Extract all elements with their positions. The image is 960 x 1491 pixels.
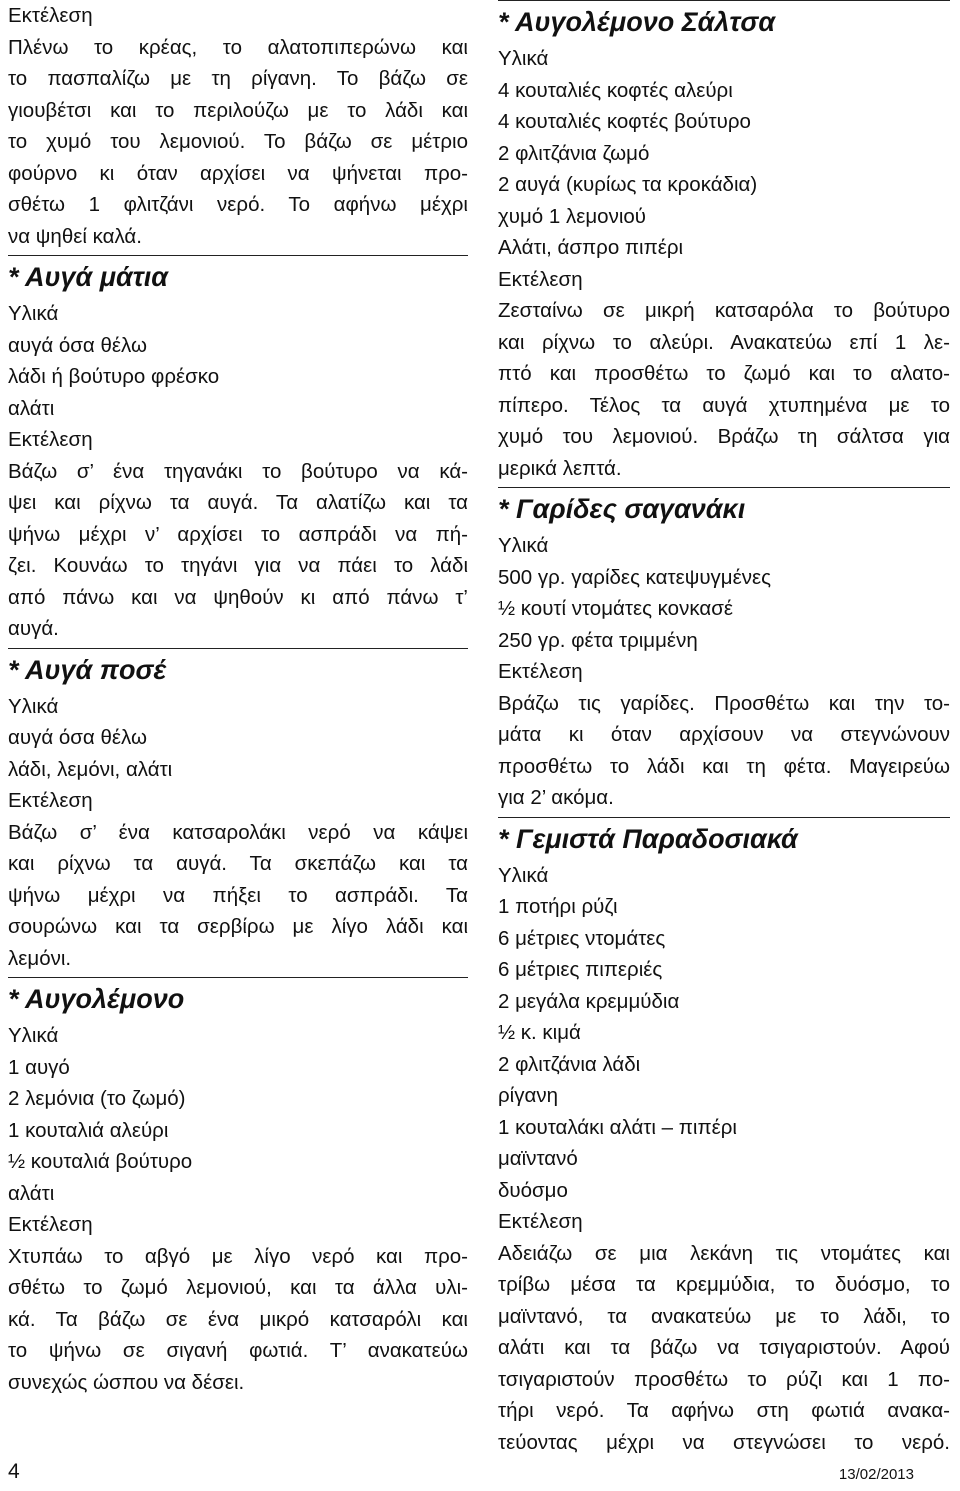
- recipe-avga-matia: [8, 256, 468, 645]
- recipe-title: * Αυγά ποσέ: [8, 654, 167, 685]
- text-line: αλάτι και τα βάζω να τσιγαριστούν. Αφού: [498, 1336, 950, 1359]
- text-line: Βάζω σ’ ένα κατσαρολάκι νερό να κάψει: [8, 820, 468, 844]
- ingredient-item: 4 κουταλιές κοφτές αλεύρι: [498, 78, 733, 102]
- recipe-garides-saganaki: [498, 488, 950, 814]
- ingredient-item: δυόσμο: [498, 1178, 568, 1202]
- ingredient-item: 2 λεμόνια (το ζωμό): [8, 1087, 186, 1110]
- text-line: Βράζω τις γαρίδες. Προσθέτω και την το-: [498, 691, 950, 715]
- exec-heading: Εκτέλεση: [8, 428, 93, 451]
- recipe-title: * Γεμιστά Παραδοσιακά: [498, 823, 798, 854]
- text-line: για 2’ ακόμα.: [498, 786, 614, 809]
- text-line: να ψηθεί καλά.: [8, 224, 142, 248]
- exec-heading: Εκτέλεση: [8, 1213, 93, 1236]
- ingredient-item: 1 αυγό: [8, 1055, 70, 1079]
- ingredient-item: 2 αυγά (κυρίως τα κροκάδια): [498, 173, 758, 196]
- ingredient-item: 4 κουταλιές κοφτές βούτυρο: [498, 110, 751, 133]
- ingredient-item: 1 κουταλιά αλεύρι: [8, 1118, 169, 1142]
- text-line: προσθέτω το λάδι και τη φέτα. Μαγειρεύω: [498, 754, 950, 778]
- text-line: ψήνω μέχρι ν’ αρχίσει το ασπράδι να πή-: [8, 522, 468, 546]
- text-line: κά. Τα βάζω σε ένα μικρό κατσαρόλι και: [8, 1307, 468, 1331]
- text-line: φούρνο κι όταν αρχίσει να ψήνεται προ-: [8, 161, 468, 185]
- ingredient-item: αλάτι: [8, 396, 55, 420]
- text-line: μαϊντανό, τα ανακατεύω με το λάδι, το: [498, 1304, 950, 1328]
- text-line: χυμό του λεμονιού. Βράζω τη σάλτσα για: [498, 425, 950, 448]
- text-line: Βάζω σ’ ένα τηγανάκι το βούτυρο να κά-: [8, 459, 468, 483]
- text-line: και ρίχνω το αλεύρι. Ανακατεύω επί 1 λε-: [498, 330, 950, 354]
- ingredients-heading: Υλικά: [8, 1024, 59, 1047]
- text-line: Χτυπάω το αβγό με λίγο νερό και προ-: [8, 1244, 468, 1268]
- left-column: [8, 0, 468, 1398]
- ingredient-item: μαϊντανό: [498, 1147, 578, 1170]
- ingredient-item: ½ κουτί ντομάτες κονκασέ: [498, 597, 733, 620]
- text-line: συνεχώς ώσπου να δέσει.: [8, 1370, 245, 1394]
- text-line: πτό και προσθέτω το ζωμό και το αλατο-: [498, 362, 950, 385]
- ingredient-item: ρίγανη: [498, 1084, 558, 1107]
- ingredient-item: Αλάτι, άσπρο πιπέρι: [498, 236, 684, 259]
- recipe-title: * Γαρίδες σαγανάκι: [498, 494, 746, 524]
- text-line: αυγά.: [8, 617, 59, 640]
- ingredients-heading: Υλικά: [498, 47, 549, 70]
- text-line: Πλένω το κρέας, το αλατοπιπερώνω και: [8, 35, 468, 59]
- ingredient-item: αυγά όσα θέλω: [8, 333, 147, 357]
- text-line: ψήνω μέχρι να πήξει το ασπράδι. Τα: [8, 883, 468, 907]
- text-line: το πασπαλίζω με τη ρίγανη. Το βάζω σε: [8, 67, 468, 90]
- ingredient-item: 2 φλιτζάνια ζωμό: [498, 141, 650, 165]
- exec-heading: Εκτέλεση: [498, 267, 583, 291]
- text-line: το ψήνω σε σιγανή φωτιά. Τ’ ανακατεύω: [8, 1339, 468, 1362]
- ingredient-item: 500 γρ. γαρίδες κατεψυγμένες: [498, 565, 772, 589]
- recipe-avgolemono: [8, 978, 468, 1398]
- text-line: Ζεσταίνω σε μικρή κατσαρόλα το βούτυρο: [498, 299, 950, 322]
- ingredient-item: αλάτι: [8, 1181, 55, 1205]
- page-number: 4: [8, 1460, 20, 1483]
- ingredient-item: 1 ποτήρι ρύζι: [498, 895, 618, 918]
- ingredient-item: αυγά όσα θέλω: [8, 726, 147, 749]
- exec-heading: Εκτέλεση: [498, 660, 583, 683]
- recipe-title: * Αυγολέμονο Σάλτσα: [498, 7, 776, 37]
- text-line: Αδειάζω σε μια λεκάνη τις ντομάτες και: [498, 1241, 950, 1265]
- ingredient-item: 6 μέτριες πιπεριές: [498, 958, 663, 981]
- text-line: τρίβω μέσα τα κρεμμύδια, το δυόσμο, το: [498, 1273, 950, 1296]
- ingredient-item: χυμό 1 λεμονιού: [498, 204, 646, 228]
- recipe-avga-pose: [8, 649, 468, 975]
- exec-heading: Εκτέλεση: [8, 789, 93, 812]
- text-line: λεμόνι.: [8, 946, 72, 970]
- ingredients-heading: Υλικά: [498, 534, 549, 557]
- recipe-title: * Αυγολέμονο: [8, 984, 185, 1014]
- text-line: τσιγαριστούν προσθέτω το ρύζι και 1 πο-: [498, 1367, 950, 1391]
- text-line: τήρι νερό. Τα αφήνω στη φωτιά ανακα-: [498, 1399, 950, 1422]
- text-line: και ρίχνω τα αυγά. Τα σκεπάζω και τα: [8, 852, 468, 875]
- ingredient-item: λάδι ή βούτυρο φρέσκο: [8, 365, 220, 388]
- text-line: σθέτω το ζωμό λεμονιού, και τα άλλα υλι-: [8, 1276, 468, 1299]
- text-line: ψει και ρίχνω τα αυγά. Τα αλατίζω και τα: [8, 491, 468, 514]
- text-line: ζει. Κουνάω το τηγάνι για να πάει το λάδι: [8, 554, 468, 577]
- ingredient-item: 2 μεγάλα κρεμμύδια: [498, 989, 680, 1013]
- ingredient-item: ½ κ. κιμά: [498, 1021, 581, 1044]
- text-line: σουρώνω και τα σερβίρω με λίγο λάδι και: [8, 915, 468, 938]
- ingredient-item: 2 φλιτζάνια λάδι: [498, 1052, 641, 1076]
- text-line: το χυμό του λεμονιού. Το βάζω σε μέτριο: [8, 130, 468, 153]
- text-line: από πάνω και να ψηθούν κι από πάνω τ’: [8, 585, 468, 609]
- footer-date: 13/02/2013: [838, 1466, 914, 1483]
- text-line: μάτα κι όταν αρχίσουν να στεγνώνουν: [498, 723, 950, 746]
- ingredients-heading: Υλικά: [498, 863, 549, 887]
- ingredient-item: 1 κουταλάκι αλάτι – πιπέρι: [498, 1115, 737, 1139]
- text-line: τεύοντας μέχρι να στεγνώσει το νερό.: [498, 1430, 950, 1454]
- text-line: πίπερο. Τέλος τα αυγά χτυπημένα με το: [498, 393, 950, 417]
- intro-exec-heading: Εκτέλεση: [8, 4, 93, 27]
- ingredient-item: ½ κουταλιά βούτυρο: [8, 1150, 193, 1173]
- recipe-gemista: [498, 818, 950, 1459]
- recipe-avgolemono-saltsa: [498, 1, 950, 484]
- text-line: μερικά λεπτά.: [498, 456, 622, 480]
- ingredients-heading: Υλικά: [8, 694, 59, 718]
- right-column: [498, 0, 950, 1458]
- exec-heading: Εκτέλεση: [498, 1210, 583, 1233]
- recipe-title: * Αυγά μάτια: [8, 262, 169, 292]
- ingredient-item: 250 γρ. φέτα τριμμένη: [498, 628, 698, 652]
- text-line: γιουβέτσι και το περιλούζω με το λάδι και: [8, 98, 468, 122]
- ingredients-heading: Υλικά: [8, 302, 59, 325]
- ingredient-item: λάδι, λεμόνι, αλάτι: [8, 757, 173, 781]
- ingredient-item: 6 μέτριες ντομάτες: [498, 926, 666, 950]
- text-line: σθέτω 1 φλιτζάνι νερό. Το αφήνω μέχρι: [8, 193, 468, 216]
- intro-exec-text: [8, 32, 468, 253]
